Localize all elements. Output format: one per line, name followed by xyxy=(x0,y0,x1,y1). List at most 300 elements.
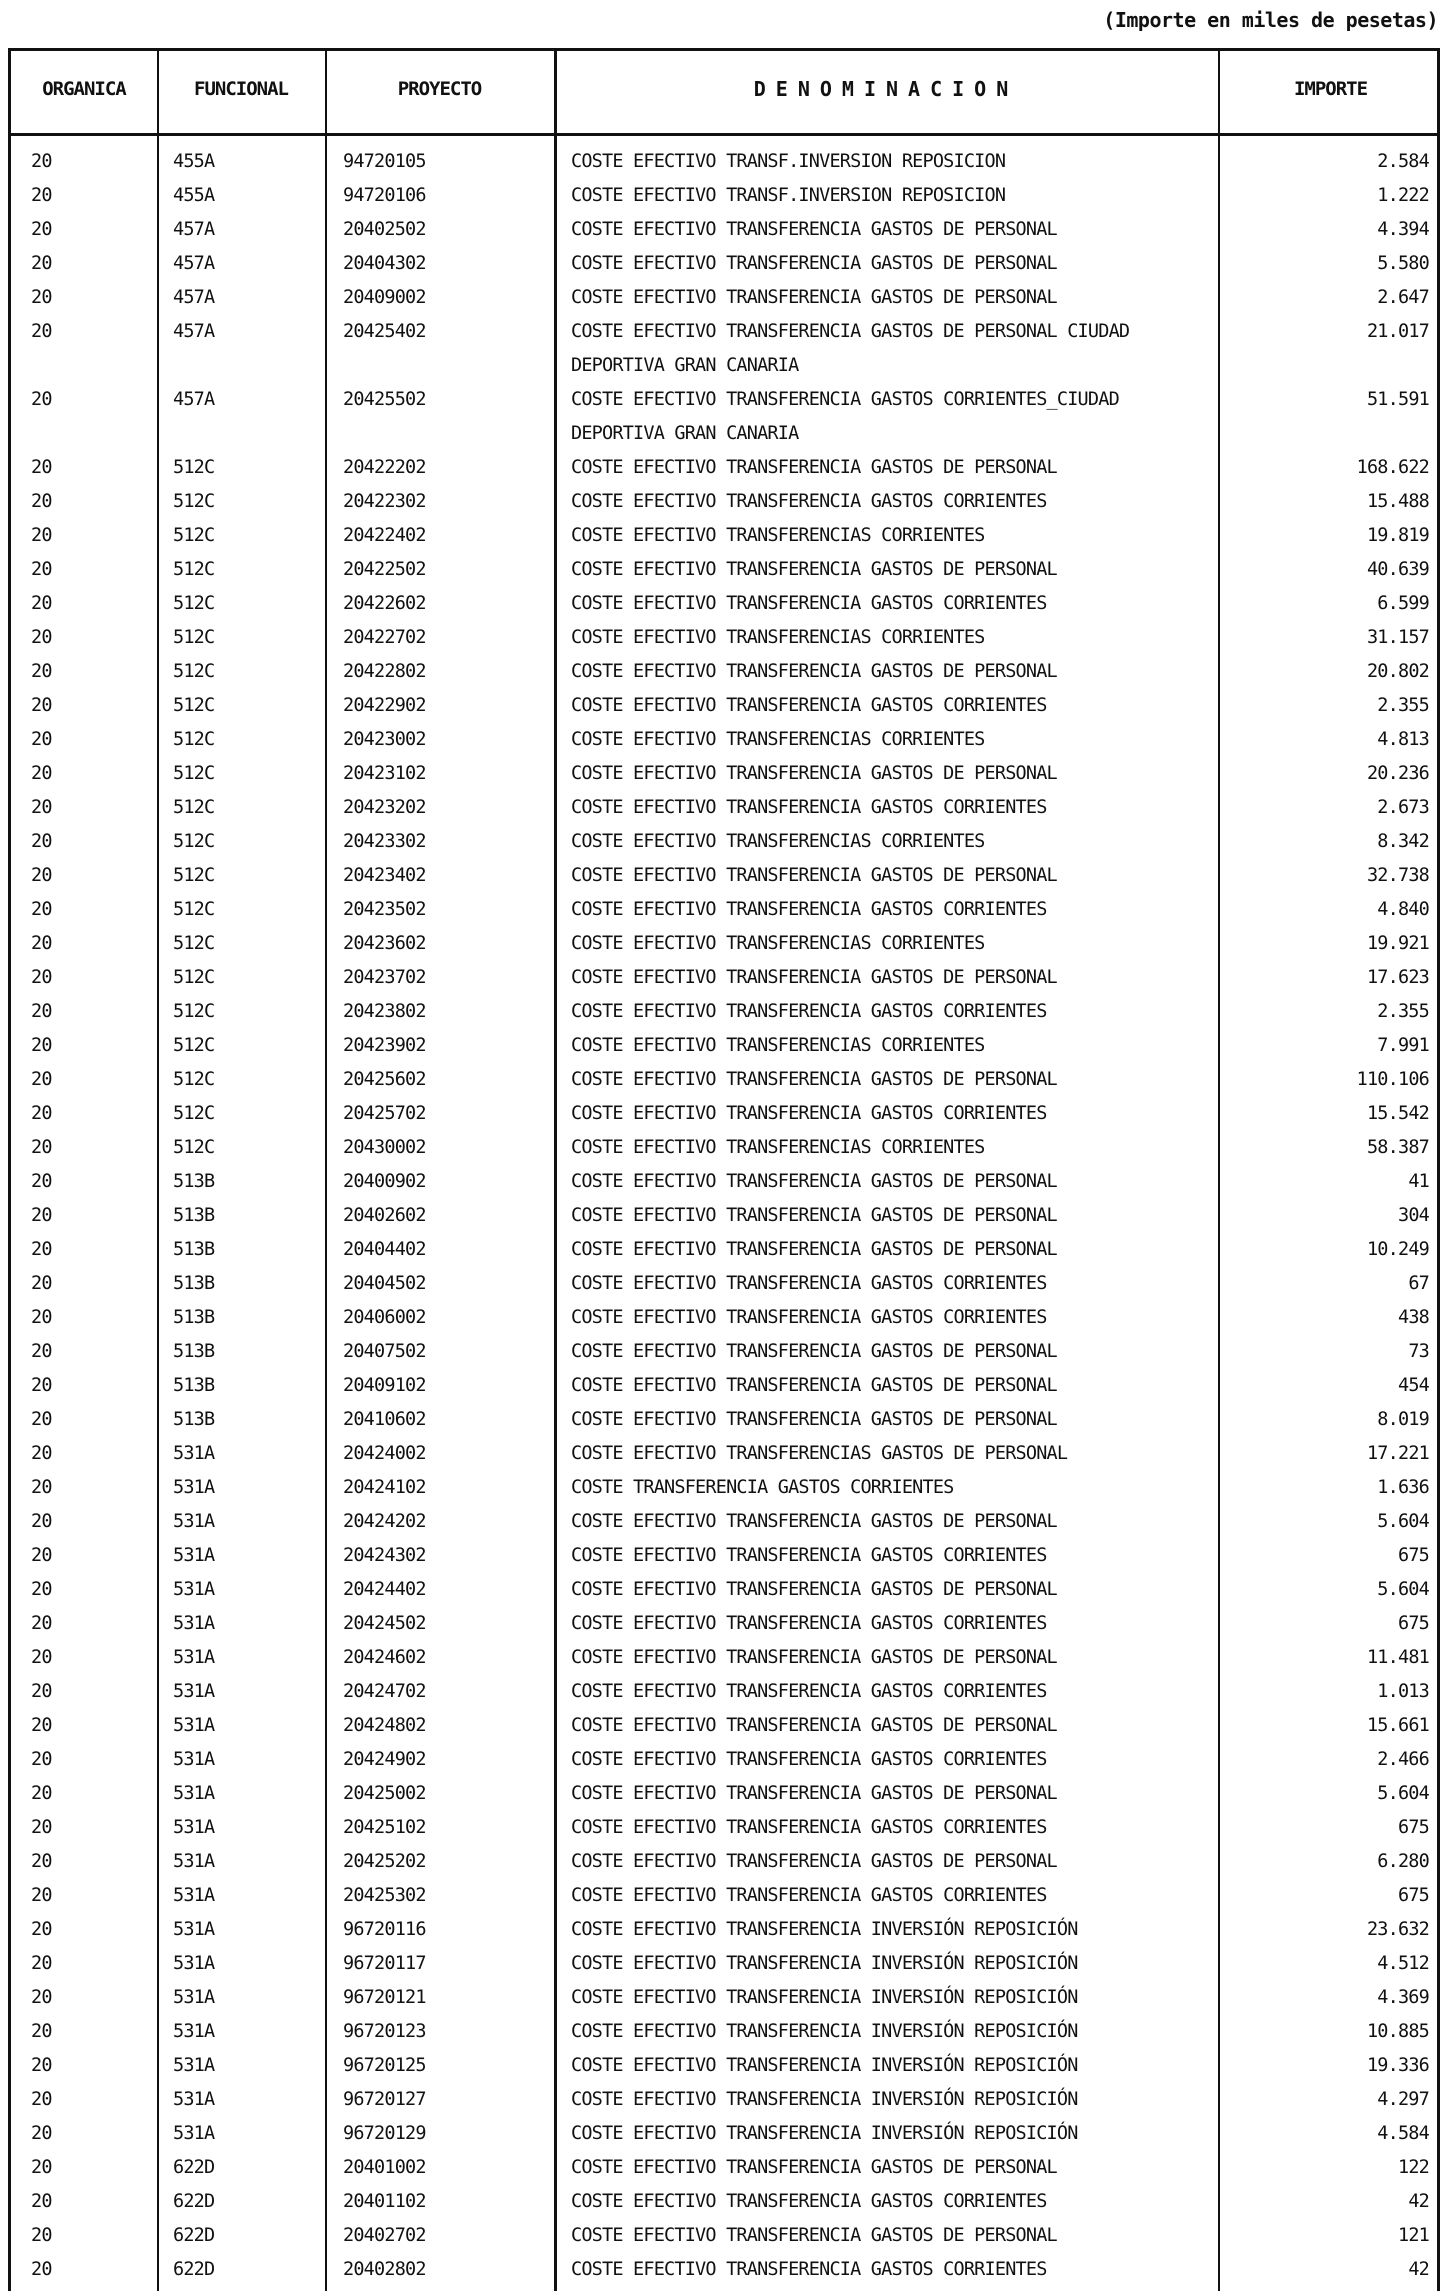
cell-funcional: 457A xyxy=(173,253,215,274)
cell-funcional: 512C xyxy=(173,661,215,682)
table-row xyxy=(11,963,1437,997)
cell-funcional: 531A xyxy=(173,1919,215,1940)
table-row xyxy=(11,1983,1437,2017)
table-row xyxy=(11,861,1437,895)
table-row xyxy=(11,1609,1437,1643)
cell-importe: 15.542 xyxy=(1366,1103,1429,1124)
cell-denominacion: COSTE EFECTIVO TRANSFERENCIA GASTOS DE PERSONAL xyxy=(571,661,1057,682)
cell-importe: 122 xyxy=(1397,2157,1429,2178)
cell-funcional: 512C xyxy=(173,525,215,546)
cell-funcional: 457A xyxy=(173,321,215,342)
cell-organica: 20 xyxy=(31,1579,52,1600)
cell-denominacion: COSTE EFECTIVO TRANSFERENCIA GASTOS CORRIENTES xyxy=(571,797,1047,818)
cell-proyecto: 96720125 xyxy=(343,2055,426,2076)
cell-proyecto: 20423302 xyxy=(343,831,426,852)
cell-funcional: 455A xyxy=(173,151,215,172)
cell-proyecto: 20423002 xyxy=(343,729,426,750)
table-row xyxy=(11,997,1437,1031)
cell-proyecto: 20424902 xyxy=(343,1749,426,1770)
cell-importe: 51.591 xyxy=(1366,389,1429,410)
cell-funcional: 531A xyxy=(173,2021,215,2042)
table-row xyxy=(11,589,1437,623)
cell-funcional: 512C xyxy=(173,967,215,988)
table-row xyxy=(11,1371,1437,1405)
cell-proyecto: 20404402 xyxy=(343,1239,426,1260)
cell-funcional: 513B xyxy=(173,1205,215,1226)
cell-funcional: 512C xyxy=(173,627,215,648)
table-row xyxy=(11,555,1437,589)
cell-organica: 20 xyxy=(31,1341,52,1362)
cell-denominacion: COSTE EFECTIVO TRANSFERENCIAS CORRIENTES xyxy=(571,729,985,750)
cell-denominacion: COSTE EFECTIVO TRANSF.INVERSION REPOSICION xyxy=(571,151,1006,172)
cell-importe: 2.355 xyxy=(1377,695,1429,716)
cell-proyecto: 20425102 xyxy=(343,1817,426,1838)
cell-importe: 5.604 xyxy=(1377,1783,1429,1804)
cell-organica: 20 xyxy=(31,1171,52,1192)
cell-funcional: 513B xyxy=(173,1273,215,1294)
cell-denominacion: COSTE EFECTIVO TRANSFERENCIAS GASTOS DE PERSONAL xyxy=(571,1443,1068,1464)
cell-organica: 20 xyxy=(31,321,52,342)
table-row xyxy=(11,929,1437,963)
cell-organica: 20 xyxy=(31,763,52,784)
cell-funcional: 531A xyxy=(173,1545,215,1566)
cell-importe: 6.599 xyxy=(1377,593,1429,614)
cell-denominacion: COSTE EFECTIVO TRANSFERENCIAS CORRIENTES xyxy=(571,1137,985,1158)
cell-proyecto: 20422702 xyxy=(343,627,426,648)
cell-proyecto: 20424502 xyxy=(343,1613,426,1634)
cell-proyecto: 20423202 xyxy=(343,797,426,818)
cell-importe: 4.840 xyxy=(1377,899,1429,920)
cell-denominacion: COSTE EFECTIVO TRANSFERENCIA GASTOS CORRIENTES_CIUDAD DEPORTIVA GRAN CANARIA xyxy=(571,389,1119,444)
cell-importe: 31.157 xyxy=(1366,627,1429,648)
cell-proyecto: 20404302 xyxy=(343,253,426,274)
cell-organica: 20 xyxy=(31,661,52,682)
cell-proyecto: 20422902 xyxy=(343,695,426,716)
cell-importe: 11.481 xyxy=(1366,1647,1429,1668)
cell-organica: 20 xyxy=(31,933,52,954)
cell-denominacion: COSTE EFECTIVO TRANSFERENCIA INVERSIÓN REPOSICIÓN xyxy=(571,1987,1078,2008)
cell-organica: 20 xyxy=(31,2259,52,2280)
cell-proyecto: 96720127 xyxy=(343,2089,426,2110)
cell-denominacion: COSTE EFECTIVO TRANSFERENCIA GASTOS CORRIENTES xyxy=(571,1749,1047,1770)
cell-proyecto: 20409002 xyxy=(343,287,426,308)
table-row xyxy=(11,1507,1437,1541)
cell-proyecto: 20402802 xyxy=(343,2259,426,2280)
cell-proyecto: 20424402 xyxy=(343,1579,426,1600)
cell-proyecto: 20425502 xyxy=(343,389,426,410)
cell-denominacion: COSTE EFECTIVO TRANSFERENCIA GASTOS DE PERSONAL xyxy=(571,253,1057,274)
cell-importe: 1.636 xyxy=(1377,1477,1429,1498)
cell-proyecto: 20407502 xyxy=(343,1341,426,1362)
cell-organica: 20 xyxy=(31,1613,52,1634)
cell-funcional: 531A xyxy=(173,1953,215,1974)
cell-organica: 20 xyxy=(31,1545,52,1566)
cell-organica: 20 xyxy=(31,2225,52,2246)
cell-proyecto: 20423502 xyxy=(343,899,426,920)
cell-funcional: 531A xyxy=(173,1851,215,1872)
cell-funcional: 622D xyxy=(173,2259,215,2280)
cell-denominacion: COSTE EFECTIVO TRANSFERENCIAS CORRIENTES xyxy=(571,525,985,546)
cell-denominacion: COSTE EFECTIVO TRANSFERENCIA INVERSIÓN REPOSICIÓN xyxy=(571,1953,1078,1974)
cell-funcional: 512C xyxy=(173,933,215,954)
cell-denominacion: COSTE EFECTIVO TRANSFERENCIA GASTOS DE PERSONAL xyxy=(571,1171,1057,1192)
cell-organica: 20 xyxy=(31,151,52,172)
cell-proyecto: 20423802 xyxy=(343,1001,426,1022)
cell-importe: 4.369 xyxy=(1377,1987,1429,2008)
cell-importe: 41 xyxy=(1408,1171,1429,1192)
cell-funcional: 512C xyxy=(173,559,215,580)
cell-importe: 2.584 xyxy=(1377,151,1429,172)
cell-proyecto: 20425302 xyxy=(343,1885,426,1906)
cell-proyecto: 20425702 xyxy=(343,1103,426,1124)
cell-funcional: 531A xyxy=(173,1443,215,1464)
cell-funcional: 531A xyxy=(173,2089,215,2110)
cell-organica: 20 xyxy=(31,1273,52,1294)
cell-organica: 20 xyxy=(31,1035,52,1056)
cell-importe: 58.387 xyxy=(1366,1137,1429,1158)
cell-organica: 20 xyxy=(31,525,52,546)
cell-importe: 20.802 xyxy=(1366,661,1429,682)
cell-denominacion: COSTE EFECTIVO TRANSFERENCIA GASTOS DE PERSONAL xyxy=(571,1647,1057,1668)
cell-denominacion: COSTE EFECTIVO TRANSFERENCIA GASTOS DE PERSONAL CIUDAD DEPORTIVA GRAN CANARIA xyxy=(571,321,1130,376)
table-row xyxy=(11,691,1437,725)
cell-denominacion: COSTE EFECTIVO TRANSFERENCIA GASTOS DE PERSONAL xyxy=(571,457,1057,478)
cell-funcional: 512C xyxy=(173,695,215,716)
table-row xyxy=(11,827,1437,861)
cell-importe: 4.813 xyxy=(1377,729,1429,750)
cell-funcional: 531A xyxy=(173,2055,215,2076)
cell-denominacion: COSTE EFECTIVO TRANSF.INVERSION REPOSICION xyxy=(571,185,1006,206)
header-funcional: FUNCIONAL xyxy=(194,78,288,100)
cell-denominacion: COSTE EFECTIVO TRANSFERENCIA INVERSIÓN REPOSICIÓN xyxy=(571,2021,1078,2042)
cell-denominacion: COSTE EFECTIVO TRANSFERENCIA GASTOS DE PERSONAL xyxy=(571,1239,1057,1260)
cell-organica: 20 xyxy=(31,865,52,886)
cell-denominacion: COSTE EFECTIVO TRANSFERENCIA INVERSIÓN REPOSICIÓN xyxy=(571,2055,1078,2076)
cell-proyecto: 20402702 xyxy=(343,2225,426,2246)
cell-denominacion: COSTE EFECTIVO TRANSFERENCIA GASTOS CORRIENTES xyxy=(571,1681,1047,1702)
cell-denominacion: COSTE EFECTIVO TRANSFERENCIA GASTOS DE PERSONAL xyxy=(571,1511,1057,1532)
cell-organica: 20 xyxy=(31,253,52,274)
table-row xyxy=(11,1337,1437,1371)
table-row xyxy=(11,1643,1437,1677)
table-row xyxy=(11,2153,1437,2187)
table-row xyxy=(11,1677,1437,1711)
cell-importe: 5.604 xyxy=(1377,1579,1429,1600)
cell-importe: 42 xyxy=(1408,2259,1429,2280)
cell-importe: 454 xyxy=(1397,1375,1429,1396)
cell-organica: 20 xyxy=(31,1953,52,1974)
cell-importe: 8.342 xyxy=(1377,831,1429,852)
cell-funcional: 512C xyxy=(173,763,215,784)
cell-importe: 32.738 xyxy=(1366,865,1429,886)
cell-denominacion: COSTE EFECTIVO TRANSFERENCIA GASTOS DE PERSONAL xyxy=(571,1205,1057,1226)
cell-denominacion: COSTE EFECTIVO TRANSFERENCIA INVERSIÓN REPOSICIÓN xyxy=(571,1919,1078,1940)
cell-proyecto: 20422402 xyxy=(343,525,426,546)
table-row xyxy=(11,181,1437,215)
cell-organica: 20 xyxy=(31,967,52,988)
table-row xyxy=(11,657,1437,691)
table-row xyxy=(11,1915,1437,1949)
cell-importe: 67 xyxy=(1408,1273,1429,1294)
cell-proyecto: 20425002 xyxy=(343,1783,426,1804)
table-row xyxy=(11,249,1437,283)
cell-organica: 20 xyxy=(31,1851,52,1872)
cell-importe: 19.921 xyxy=(1366,933,1429,954)
cell-importe: 1.013 xyxy=(1377,1681,1429,1702)
cell-organica: 20 xyxy=(31,1885,52,1906)
cell-funcional: 622D xyxy=(173,2225,215,2246)
cell-funcional: 531A xyxy=(173,1579,215,1600)
table-row xyxy=(11,1133,1437,1167)
cell-funcional: 531A xyxy=(173,1817,215,1838)
cell-proyecto: 20422302 xyxy=(343,491,426,512)
cell-denominacion: COSTE EFECTIVO TRANSFERENCIA GASTOS DE PERSONAL xyxy=(571,1409,1057,1430)
cell-proyecto: 20424702 xyxy=(343,1681,426,1702)
table-row xyxy=(11,283,1437,317)
cell-denominacion: COSTE EFECTIVO TRANSFERENCIAS CORRIENTES xyxy=(571,1035,985,1056)
cell-organica: 20 xyxy=(31,1477,52,1498)
cell-importe: 438 xyxy=(1397,1307,1429,1328)
table-row xyxy=(11,895,1437,929)
cell-proyecto: 20423902 xyxy=(343,1035,426,1056)
cell-importe: 20.236 xyxy=(1366,763,1429,784)
cell-denominacion: COSTE EFECTIVO TRANSFERENCIA GASTOS DE PERSONAL xyxy=(571,559,1057,580)
table-row xyxy=(11,385,1437,453)
cell-denominacion: COSTE EFECTIVO TRANSFERENCIAS CORRIENTES xyxy=(571,831,985,852)
table-row xyxy=(11,1201,1437,1235)
cell-denominacion: COSTE EFECTIVO TRANSFERENCIA GASTOS CORRIENTES xyxy=(571,1817,1047,1838)
cell-funcional: 531A xyxy=(173,1647,215,1668)
cell-funcional: 512C xyxy=(173,865,215,886)
cell-organica: 20 xyxy=(31,1443,52,1464)
cell-proyecto: 20423102 xyxy=(343,763,426,784)
cell-denominacion: COSTE EFECTIVO TRANSFERENCIA GASTOS DE PERSONAL xyxy=(571,219,1057,240)
cell-importe: 675 xyxy=(1397,1885,1429,1906)
cell-denominacion: COSTE EFECTIVO TRANSFERENCIA GASTOS CORRIENTES xyxy=(571,1307,1047,1328)
cell-funcional: 531A xyxy=(173,1477,215,1498)
cell-importe: 23.632 xyxy=(1366,1919,1429,1940)
cell-denominacion: COSTE EFECTIVO TRANSFERENCIA GASTOS DE PERSONAL xyxy=(571,2225,1057,2246)
cell-organica: 20 xyxy=(31,1103,52,1124)
cell-organica: 20 xyxy=(31,219,52,240)
cell-denominacion: COSTE EFECTIVO TRANSFERENCIA GASTOS CORRIENTES xyxy=(571,1103,1047,1124)
cell-organica: 20 xyxy=(31,1817,52,1838)
cell-proyecto: 20424602 xyxy=(343,1647,426,1668)
cell-proyecto: 20425202 xyxy=(343,1851,426,1872)
cell-denominacion: COSTE EFECTIVO TRANSFERENCIA GASTOS DE PERSONAL xyxy=(571,287,1057,308)
cell-importe: 8.019 xyxy=(1377,1409,1429,1430)
cell-denominacion: COSTE EFECTIVO TRANSFERENCIA GASTOS CORRIENTES xyxy=(571,1545,1047,1566)
cell-proyecto: 94720106 xyxy=(343,185,426,206)
cell-organica: 20 xyxy=(31,1069,52,1090)
table-row xyxy=(11,1779,1437,1813)
table-row xyxy=(11,453,1437,487)
cell-importe: 110.106 xyxy=(1356,1069,1429,1090)
cell-funcional: 513B xyxy=(173,1341,215,1362)
cell-denominacion: COSTE EFECTIVO TRANSFERENCIA GASTOS DE PERSONAL xyxy=(571,967,1057,988)
cell-organica: 20 xyxy=(31,1749,52,1770)
cell-organica: 20 xyxy=(31,491,52,512)
cell-proyecto: 96720121 xyxy=(343,1987,426,2008)
cell-denominacion: COSTE EFECTIVO TRANSFERENCIA GASTOS DE PERSONAL xyxy=(571,2157,1057,2178)
cell-proyecto: 20422202 xyxy=(343,457,426,478)
table-row xyxy=(11,487,1437,521)
cell-proyecto: 20423402 xyxy=(343,865,426,886)
cell-proyecto: 96720123 xyxy=(343,2021,426,2042)
cell-denominacion: COSTE EFECTIVO TRANSFERENCIA GASTOS CORRIENTES xyxy=(571,1001,1047,1022)
cell-funcional: 531A xyxy=(173,1613,215,1634)
table-row xyxy=(11,1711,1437,1745)
cell-funcional: 622D xyxy=(173,2191,215,2212)
cell-denominacion: COSTE EFECTIVO TRANSFERENCIA GASTOS CORRIENTES xyxy=(571,1885,1047,1906)
table-row xyxy=(11,1745,1437,1779)
cell-funcional: 512C xyxy=(173,797,215,818)
table-row xyxy=(11,1847,1437,1881)
cell-denominacion: COSTE EFECTIVO TRANSFERENCIA INVERSIÓN REPOSICIÓN xyxy=(571,2089,1078,2110)
cell-importe: 2.466 xyxy=(1377,1749,1429,1770)
table-row xyxy=(11,317,1437,385)
cell-funcional: 512C xyxy=(173,1001,215,1022)
table-row xyxy=(11,2187,1437,2221)
cell-importe: 73 xyxy=(1408,1341,1429,1362)
table-row xyxy=(11,793,1437,827)
cell-denominacion: COSTE EFECTIVO TRANSFERENCIA GASTOS DE PERSONAL xyxy=(571,1715,1057,1736)
cell-importe: 6.280 xyxy=(1377,1851,1429,1872)
cell-organica: 20 xyxy=(31,2191,52,2212)
cell-proyecto: 20401002 xyxy=(343,2157,426,2178)
cell-denominacion: COSTE EFECTIVO TRANSFERENCIA GASTOS DE PERSONAL xyxy=(571,1851,1057,1872)
table-row xyxy=(11,215,1437,249)
header-denominacion: DENOMINACION xyxy=(753,77,1019,101)
table-row xyxy=(11,1405,1437,1439)
cell-funcional: 512C xyxy=(173,1069,215,1090)
cell-funcional: 512C xyxy=(173,1035,215,1056)
cell-funcional: 457A xyxy=(173,389,215,410)
cell-organica: 20 xyxy=(31,1681,52,1702)
cell-organica: 20 xyxy=(31,729,52,750)
cell-importe: 4.512 xyxy=(1377,1953,1429,1974)
cell-importe: 42 xyxy=(1408,2191,1429,2212)
cell-importe: 17.623 xyxy=(1366,967,1429,988)
cell-denominacion: COSTE EFECTIVO TRANSFERENCIA GASTOS CORRIENTES xyxy=(571,491,1047,512)
cell-funcional: 531A xyxy=(173,1715,215,1736)
cell-importe: 5.580 xyxy=(1377,253,1429,274)
cell-proyecto: 20425602 xyxy=(343,1069,426,1090)
table-row xyxy=(11,1473,1437,1507)
cell-proyecto: 20402602 xyxy=(343,1205,426,1226)
cell-organica: 20 xyxy=(31,1715,52,1736)
cell-organica: 20 xyxy=(31,1205,52,1226)
cell-importe: 675 xyxy=(1397,1817,1429,1838)
cell-importe: 2.647 xyxy=(1377,287,1429,308)
cell-proyecto: 94720105 xyxy=(343,151,426,172)
table-row xyxy=(11,2051,1437,2085)
cell-funcional: 531A xyxy=(173,1511,215,1532)
cell-importe: 675 xyxy=(1397,1613,1429,1634)
cell-importe: 4.297 xyxy=(1377,2089,1429,2110)
cell-importe: 17.221 xyxy=(1366,1443,1429,1464)
cell-organica: 20 xyxy=(31,1307,52,1328)
cell-proyecto: 20424102 xyxy=(343,1477,426,1498)
header-divider xyxy=(11,133,1437,136)
cell-proyecto: 20404502 xyxy=(343,1273,426,1294)
cell-organica: 20 xyxy=(31,389,52,410)
cell-proyecto: 20401102 xyxy=(343,2191,426,2212)
cell-organica: 20 xyxy=(31,1647,52,1668)
cell-funcional: 457A xyxy=(173,287,215,308)
cell-denominacion: COSTE EFECTIVO TRANSFERENCIA GASTOS CORRIENTES xyxy=(571,1273,1047,1294)
cell-importe: 21.017 xyxy=(1366,321,1429,342)
cell-funcional: 512C xyxy=(173,1103,215,1124)
cell-importe: 15.661 xyxy=(1366,1715,1429,1736)
budget-table xyxy=(8,48,1440,2291)
cell-proyecto: 20423602 xyxy=(343,933,426,954)
cell-funcional: 512C xyxy=(173,831,215,852)
cell-proyecto: 20422502 xyxy=(343,559,426,580)
cell-importe: 10.249 xyxy=(1366,1239,1429,1260)
cell-proyecto: 20400902 xyxy=(343,1171,426,1192)
cell-importe: 121 xyxy=(1397,2225,1429,2246)
header-proyecto: PROYECTO xyxy=(397,78,482,100)
cell-denominacion: COSTE EFECTIVO TRANSFERENCIA GASTOS DE PERSONAL xyxy=(571,1341,1057,1362)
cell-funcional: 513B xyxy=(173,1375,215,1396)
table-row xyxy=(11,1881,1437,1915)
cell-denominacion: COSTE EFECTIVO TRANSFERENCIA GASTOS CORRIENTES xyxy=(571,2259,1047,2280)
cell-funcional: 457A xyxy=(173,219,215,240)
cell-denominacion: COSTE EFECTIVO TRANSFERENCIA GASTOS CORRIENTES xyxy=(571,1613,1047,1634)
cell-organica: 20 xyxy=(31,593,52,614)
cell-funcional: 531A xyxy=(173,2123,215,2144)
cell-importe: 1.222 xyxy=(1377,185,1429,206)
cell-denominacion: COSTE EFECTIVO TRANSFERENCIAS CORRIENTES xyxy=(571,933,985,954)
cell-denominacion: COSTE EFECTIVO TRANSFERENCIA GASTOS CORRIENTES xyxy=(571,899,1047,920)
cell-organica: 20 xyxy=(31,1919,52,1940)
cell-proyecto: 20422802 xyxy=(343,661,426,682)
cell-organica: 20 xyxy=(31,559,52,580)
table-row xyxy=(11,2085,1437,2119)
cell-organica: 20 xyxy=(31,185,52,206)
cell-proyecto: 20423702 xyxy=(343,967,426,988)
table-row xyxy=(11,1439,1437,1473)
table-row xyxy=(11,2017,1437,2051)
table-row xyxy=(11,623,1437,657)
cell-funcional: 512C xyxy=(173,491,215,512)
cell-importe: 10.885 xyxy=(1366,2021,1429,2042)
cell-importe: 19.819 xyxy=(1366,525,1429,546)
cell-denominacion: COSTE TRANSFERENCIA GASTOS CORRIENTES xyxy=(571,1477,954,1498)
table-row xyxy=(11,759,1437,793)
cell-funcional: 531A xyxy=(173,1681,215,1702)
cell-organica: 20 xyxy=(31,831,52,852)
header-organica: ORGANICA xyxy=(42,78,126,100)
cell-organica: 20 xyxy=(31,797,52,818)
cell-proyecto: 20409102 xyxy=(343,1375,426,1396)
cell-denominacion: COSTE EFECTIVO TRANSFERENCIA GASTOS CORRIENTES xyxy=(571,2191,1047,2212)
cell-funcional: 513B xyxy=(173,1409,215,1430)
cell-proyecto: 20424202 xyxy=(343,1511,426,1532)
cell-organica: 20 xyxy=(31,287,52,308)
cell-importe: 2.673 xyxy=(1377,797,1429,818)
table-row xyxy=(11,2255,1437,2289)
cell-importe: 4.584 xyxy=(1377,2123,1429,2144)
cell-organica: 20 xyxy=(31,2123,52,2144)
cell-organica: 20 xyxy=(31,1409,52,1430)
cell-organica: 20 xyxy=(31,1137,52,1158)
cell-funcional: 512C xyxy=(173,729,215,750)
table-row xyxy=(11,1303,1437,1337)
cell-denominacion: COSTE EFECTIVO TRANSFERENCIA GASTOS CORRIENTES xyxy=(571,695,1047,716)
cell-funcional: 513B xyxy=(173,1171,215,1192)
